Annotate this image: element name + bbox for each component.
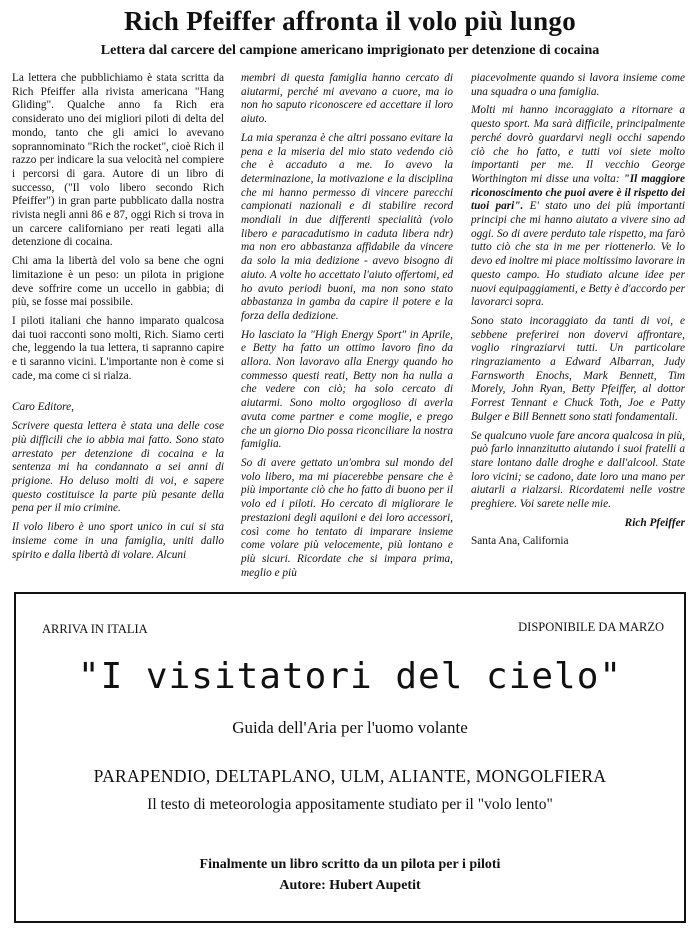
letter-paragraph-1: Scrivere questa lettera è stata una delle cose più difficili che io abbia mai fatto. Sono stato arrestato per detenzione di cocaina e la sentenza mi ha condannato a sei anni di prigione. Ho deluso molti di voi, e sapere questo costituisce la parte più pesante della pena per il mio crimine.: [12, 420, 224, 515]
worthington-quote: "Il maggiore riconoscimento che puoi avere è il rispetto dei tuoi pari".: [471, 172, 686, 213]
ad-book-title: "I visitatori del cielo": [77, 656, 623, 697]
ad-description: Il testo di meteorologia appositamente studiato per il "volo lento": [147, 796, 553, 813]
letter-paragraph-5: Ho lasciato la "High Energy Sport" in Aprile, e Betty ha fatto un ottimo lavoro fino da allora. Non lavoravo alla Energy quando ho commesso questi reati, Betty non ha nulla a che vedere con ciò; ha solo cercato di aiutarmi. Sono molto orgoglioso di averla avuta come partner e come moglie, e prego che un giorno Dio possa riconciliare la nostra famiglia.: [241, 328, 453, 451]
paragraph-text: E' stato uno dei più importanti principi che mi hanno aiutato a vivere sino ad oggi. So di avere perduto tale rispetto, ma farò tutto ciò che sta in me per riottenerlo. Ve lo devo ed inoltre mi piace moltissimo lavorare in questo campo. Ho studiato alcune idee per nuovi equipaggiamenti, e Betty è d'accordo per lavorarci sopra.: [471, 200, 686, 309]
letter-paragraph-2: Il volo libero è uno sport unico in cui si sta insieme come in una famiglia, uniti dallo spirito e dalla libertà di volare. Alcuni: [12, 521, 224, 561]
ad-arrival-tag: ARRIVA IN ITALIA: [42, 622, 148, 636]
letter-paragraph-7: piacevolmente quando si lavora insieme come una squadra o una famiglia.: [471, 72, 685, 98]
article-column-3: [471, 72, 685, 548]
intro-paragraph-1: La lettera che pubblichiamo è stata scritta da Rich Pfeiffer alla rivista americana "Hang Gliding". Qualche anno fa Rich era considerato uno dei migliori piloti di delta del mondo, tanto che gli amici lo avevano soprannominato "Rich the rocket", cioè Rich il razzo per indicare la sua velocità nel compiere i percorsi di gara. Autore di un libro di successo, ("Il volo libero secondo Rich Pfeiffer") in gran parte pubblicato dalla nostra rivista negli anni 86 e 87, oggi Rich si trova in un carcere californiano per reati legati alla detenzione di cocaina.: [12, 72, 224, 249]
ad-tagline: Finalmente un libro scritto da un pilota per i piloti: [199, 857, 501, 872]
ad-availability-tag: DISPONIBILE DA MARZO: [518, 620, 664, 634]
letter-paragraph-10: Se qualcuno vuole fare ancora qualcosa in più, può farlo innanzitutto aiutando i suoi fratelli a stare lontano dalle droghe e dall'alcool. State loro vicini; se cadono, date loro una mano per aiutarli a rialzarsi. Ricordatemi nelle vostre preghiere. Voi sarete nelle mie.: [471, 429, 685, 511]
intro-paragraph-2: Chi ama la libertà del volo sa bene che ogni limitazione è un peso: un pilota in prigione deve soffrire come un uccello in gabbia; di più, se fosse mai possibile.: [12, 255, 224, 309]
letter-signature: Rich Pfeiffer: [624, 516, 685, 529]
letter-paragraph-6: So di avere gettato un'ombra sul mondo del volo libero, ma mi piacerebbe pensare che è più importante ciò che ho fatto di buono per il volo ed i piloti. Ho cercato di migliorare le prestazioni degli aquiloni e dei loro accessori, così come ho tentato di imparare insieme come volare più velocemente, più lontano e più sicuri. Ricordate che si impara prima, meglio e più: [241, 456, 453, 579]
article-column-2: [241, 72, 453, 585]
letter-place: Santa Ana, California: [471, 534, 569, 547]
paragraph-text: Molti mi hanno incoraggiato a ritornare a questo sport. Ma sarà difficile, principalmente perché dovrò guardarvi negli occhi sapendo ciò che ho fatto, e tutti voi siete molto importanti per me. Il vecchio George Worthington mi disse una volta:: [471, 104, 685, 185]
intro-paragraph-3: I piloti italiani che hanno imparato qualcosa dai tuoi racconti sono molti, Rich. Siamo certi che, leggendo la tua lettera, ti sapranno capire e ti saranno vicini. L'importante non è come si cade, ma come ci si rialza.: [12, 314, 224, 382]
article-column-1: [12, 72, 224, 567]
ad-author: Autore: Hubert Aupetit: [279, 878, 421, 893]
ad-book-subtitle: Guida dell'Aria per l'uomo volante: [232, 718, 468, 737]
ad-disciplines: PARAPENDIO, DELTAPLANO, ULM, ALIANTE, MONGOLFIERA: [93, 766, 607, 786]
letter-salutation: Caro Editore,: [12, 401, 74, 414]
letter-paragraph-9: Sono stato incoraggiato da tanti di voi, e sebbene preferirei non dovervi affrontare, voglio ringraziarvi tutti. Un particolare ringraziamento a Edward Albarran, Judy Farnsworth Enochs, Mark Bennett, Tim Morely, John Ryan, Betty Pfeiffer, al dottor Forrest Tennant e Chuck Toth, Joe e Patty Bulger e Bill Bennett sono stati fondamentali.: [471, 314, 685, 423]
article-title: Rich Pfeiffer affronta il volo più lungo: [124, 6, 576, 36]
letter-paragraph-8: [471, 104, 685, 310]
letter-paragraph-4: La mia speranza è che altri possano evitare la pena e la miseria del mio stato vedendo ciò che è accaduto a me. Io avevo la determinazione, la motivazione e la disciplina che mi hanno permesso di vincere parecchi campionati nazionali e di stabilire record mondiali in due differenti specialità (volo libero e paracadutismo in caduta libera ndr) ma non ero abbastanza affidabile da vincere da solo la mia dedizione - avevo bisogno di aiuto. A volte ho accettato l'aiuto offertomi, ed ho avuto periodi buoni, ma non sono stato abbastanza in gamba da capire il potere e la forza della dedizione.: [241, 131, 453, 322]
book-advertisement: [14, 592, 686, 923]
letter-paragraph-3: membri di questa famiglia hanno cercato di aiutarmi, perché mi avevano a cuore, ma io non ho saputo riconoscere ed accettare il loro aiuto.: [241, 72, 453, 126]
article-subtitle: Lettera dal carcere del campione americano imprigionato per detenzione di cocaina: [100, 43, 600, 58]
